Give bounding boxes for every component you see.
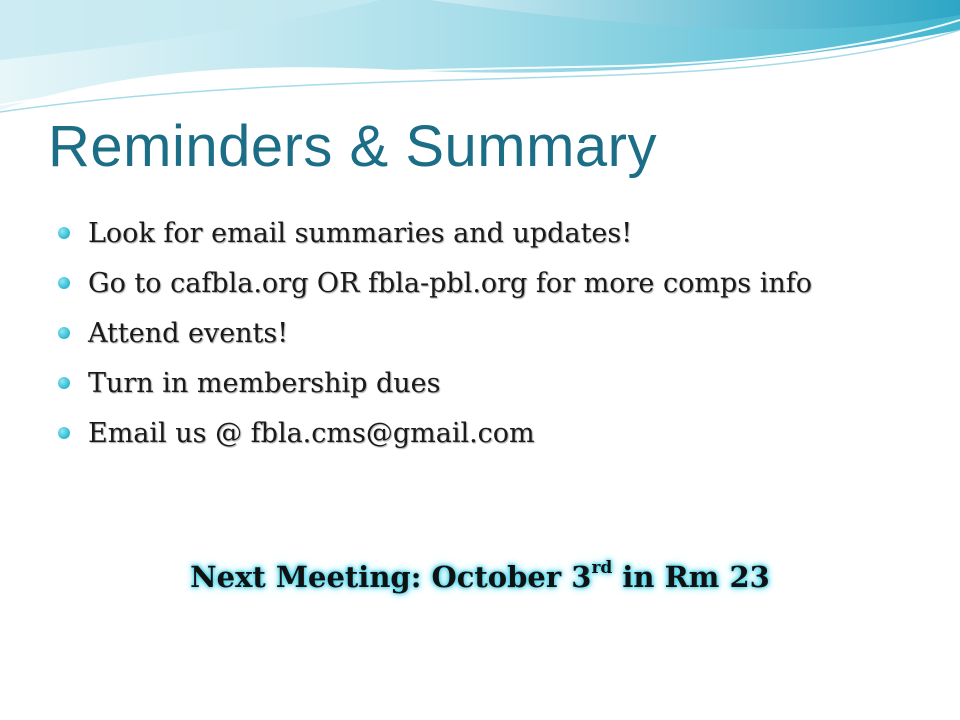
bullet-list [58,208,812,458]
bullet-dot-icon [58,277,70,289]
bullet-item [58,358,812,408]
top-wave-decoration [0,0,960,120]
bullet-dot-icon [58,377,70,389]
bullet-dot-icon [58,327,70,339]
next-meeting-callout [0,560,960,594]
bullet-text: Look for email summaries and updates! [88,217,633,249]
bullet-text: Turn in membership dues [88,367,441,399]
bullet-item [58,208,812,258]
bullet-item [58,308,812,358]
bullet-item [58,258,812,308]
slide-title: Reminders & Summary [48,114,657,179]
bullet-dot-icon [58,227,70,239]
meeting-text-superscript: rd [591,558,613,578]
bullet-text: Go to cafbla.org OR fbla-pbl.org for more comps info [88,267,812,299]
meeting-text-suffix: in Rm 23 [612,560,770,594]
meeting-text-prefix: Next Meeting: October 3 [190,560,592,594]
bullet-dot-icon [58,427,70,439]
bullet-text: Email us @ fbla.cms@gmail.com [88,417,535,449]
bullet-item [58,408,812,458]
bullet-text: Attend events! [88,317,289,349]
